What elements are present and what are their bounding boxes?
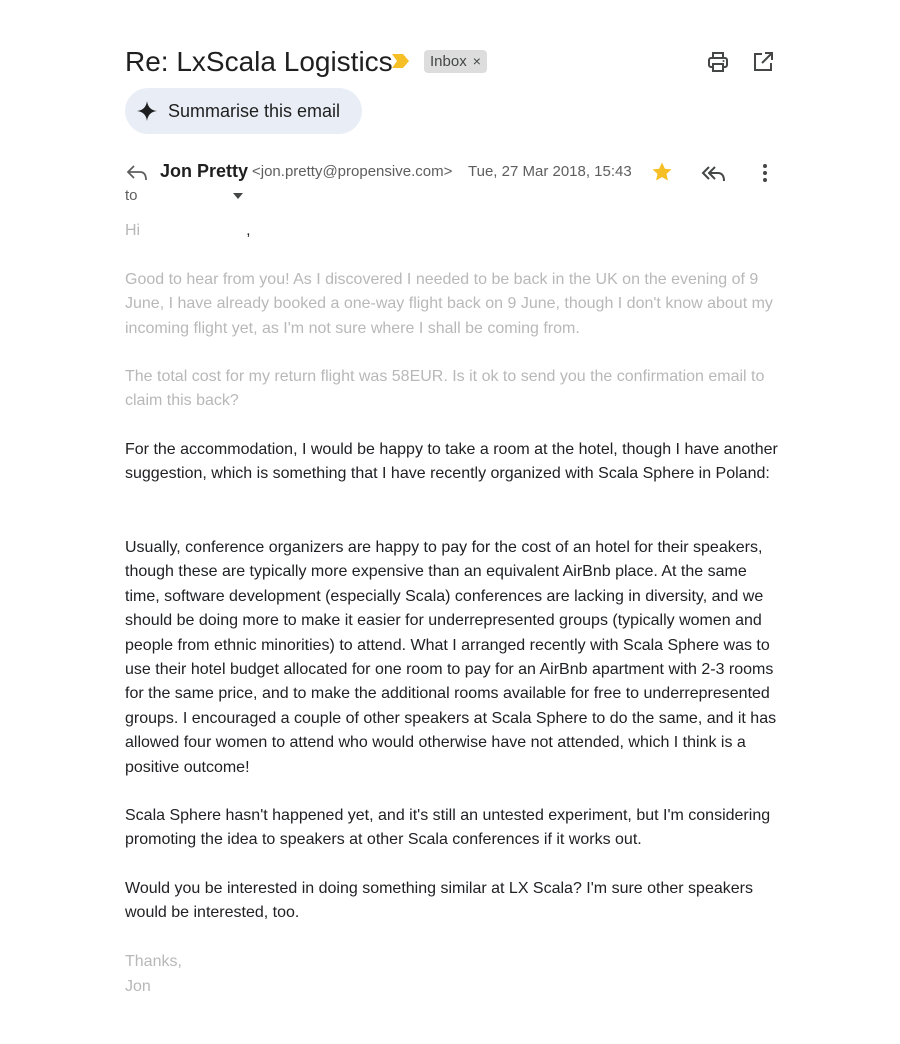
signature: Jon [125,978,151,995]
email-subject: Re: LxScala Logistics [125,46,393,77]
body-paragraph-accommodation: For the accommodation, I would be happy to take a room at the hotel, though I have another suggestion, which is something that I have recently organized with Scala Sphere in Poland: [125,441,778,483]
body-paragraph-status: Scala Sphere hasn't happened yet, and it's still an untested experiment, but I'm considering promoting the idea to speakers at other Scala conferences if it works out. [125,807,771,849]
sender-email: <jon.pretty@propensive.com> [252,163,453,180]
quoted-paragraph-1: Good to hear from you! As I discovered I needed to be back in the UK on the evening of 9 June, I have already booked a one-way flight back on 9 June, though I don't know about my incoming flight yet, as I'm not sure where I shall be coming from. [125,271,773,337]
inbox-label-chip[interactable] [424,50,487,73]
open-in-new-window-button[interactable] [749,48,777,76]
reply-all-icon [701,161,727,185]
greeting [125,219,780,243]
reply-icon [126,162,148,187]
print-icon [706,50,730,74]
greeting-suffix: , [246,222,251,239]
greeting-prefix: Hi [125,222,141,239]
sender-name[interactable]: Jon Pretty [160,161,249,181]
reply-all-button[interactable] [700,159,728,187]
open-in-new-window-icon [751,50,775,74]
quoted-paragraph-2: The total cost for my return flight was 58EUR. Is it ok to send you the confirmation email to claim this back? [125,368,765,410]
summarise-email-button[interactable] [125,88,362,134]
label-chip-text: Inbox [430,53,467,70]
summarise-label: Summarise this email [168,100,341,121]
email-date: Tue, 27 Mar 2018, 15:43 [468,163,632,180]
recipients-line [125,186,244,206]
body-paragraph-proposal: Usually, conference organizers are happy to pay for the cost of an hotel for their speakers, though these are typically more expensive than an equivalent AirBnb place. At the same time, software development (especially Scala) conferences are lacking in diversity, and we should be doing more to make it easier for underrepresented groups (typically women and people from ethnic minorities) to attend. What I arranged recently with Scala Sphere was to use their hotel budget allocated for one room to pay for an AirBnb apartment with 2-3 rooms for the same price, and to make the additional rooms available for free to underrepresented groups. I encouraged a couple of other speakers at Scala Sphere to do the same, and it has allowed four women to attend who would otherwise have not attended, which I think is a positive outcome! [125,539,777,776]
star-icon[interactable] [650,160,674,189]
sparkle-icon [136,100,158,122]
remove-label-icon[interactable]: × [472,53,481,69]
to-label: to [125,187,138,204]
body-paragraph-question: Would you be interested in doing something similar at LX Scala? I'm sure other speakers would be interested, too. [125,880,753,922]
chevron-down-icon[interactable] [232,186,244,206]
print-button[interactable] [704,48,732,76]
more-vertical-icon [753,161,777,185]
signoff: Thanks, [125,953,182,970]
importance-marker-icon[interactable] [391,53,411,69]
more-options-button[interactable] [751,159,779,187]
